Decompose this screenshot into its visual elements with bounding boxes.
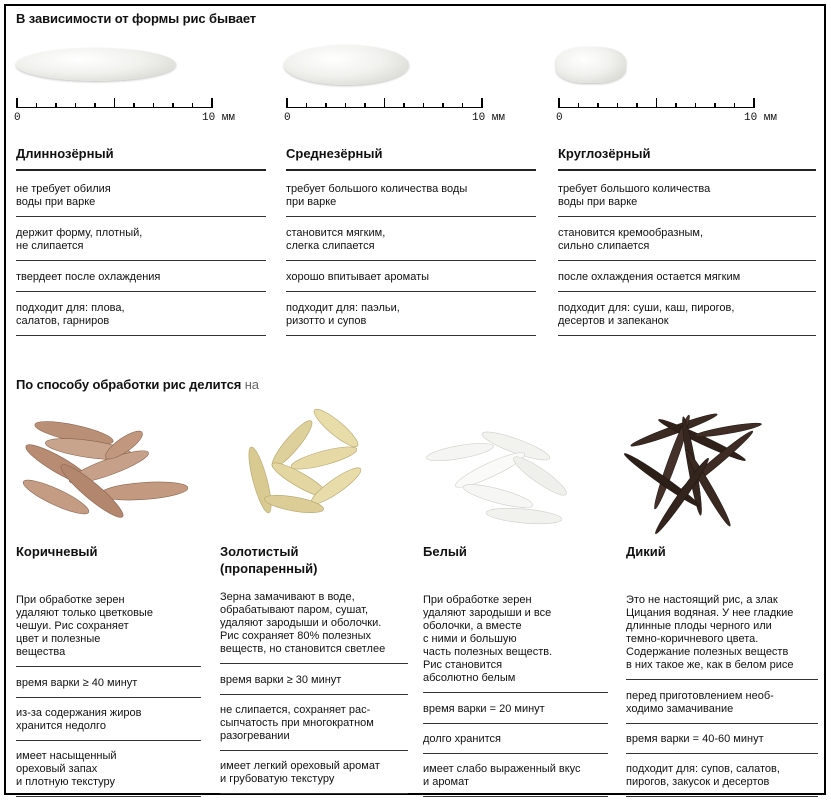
white-rice-prop: имеет слабо выраженный вкус и аромат (423, 760, 608, 797)
column-wild-rice (626, 543, 818, 803)
brown-rice-image (14, 405, 199, 530)
medium-grain-title: Среднезёрный (286, 146, 536, 171)
white-rice-description: При обработке зерен удаляют зародыши и все оболочки, а вместе с ними и большую часть полезных веществ. Рис становится абсолютно белым (423, 594, 608, 693)
wild-rice-prop: подходит для: супов, салатов, пирогов, закусок и десертов (626, 760, 818, 797)
wild-rice-image (612, 400, 772, 535)
medium-grain-prop: хорошо впитывает ароматы (286, 267, 536, 292)
brown-rice-prop: имеет насыщенный ореховый запах и плотную текстуру (16, 747, 201, 797)
golden-rice-prop: не слипается, сохраняет рас- сыпчатость при многократном разогревании (220, 701, 408, 751)
long-grain-title: Длиннозёрный (16, 146, 266, 171)
processing-section-heading (16, 377, 259, 392)
white-rice-prop: долго хранится (423, 730, 608, 754)
golden-rice-prop: время варки ≥ 30 минут (220, 671, 408, 695)
white-rice-title: Белый (423, 544, 467, 559)
wild-rice-title: Дикий (626, 544, 666, 559)
column-golden-rice (220, 543, 408, 800)
column-medium-grain (286, 146, 536, 342)
long-grain-prop: не требует обилия воды при варке (16, 179, 266, 217)
processing-heading-main: По способу обработки рис делится (16, 377, 242, 392)
processing-heading-tail: на (241, 377, 259, 392)
ruler-long (16, 94, 213, 108)
white-rice-image (420, 420, 585, 535)
ruler-medium (286, 94, 483, 108)
ruler-round-start: 0 (556, 112, 563, 124)
long-grain-shape (16, 48, 176, 81)
ruler-medium-end: 10 мм (472, 112, 506, 124)
white-rice-prop: время варки = 20 минут (423, 700, 608, 724)
medium-grain-shape (284, 45, 409, 85)
wild-rice-prop: время варки = 40-60 минут (626, 730, 818, 754)
column-brown-rice (16, 543, 201, 803)
medium-grain-prop: требует большого количества воды при варке (286, 179, 536, 217)
ruler-medium-start: 0 (284, 112, 291, 124)
golden-rice-grains (244, 405, 364, 516)
column-white-rice (423, 543, 608, 803)
shape-section-heading: В зависимости от формы рис бывает (16, 11, 257, 26)
wild-rice-prop: перед приготовлением необ- ходимо замачивание (626, 687, 818, 724)
brown-rice-description: При обработке зерен удаляют только цветковые чешуи. Рис сохраняет цвет и полезные вещества (16, 594, 201, 667)
long-grain-prop: держит форму, плотный, не слипается (16, 223, 266, 261)
medium-grain-prop: подходит для: паэльи, ризотто и супов (286, 298, 536, 336)
medium-grain-prop: становится мягким, слегка слипается (286, 223, 536, 261)
column-long-grain (16, 146, 266, 342)
round-grain-prop: подходит для: суши, каш, пирогов, десертов и запеканок (558, 298, 816, 336)
ruler-long-end: 10 мм (202, 112, 236, 124)
brown-rice-title: Коричневый (16, 544, 98, 559)
round-grain-prop: требует большого количества воды при варке (558, 179, 816, 217)
brown-rice-grains (20, 417, 188, 523)
round-grain-shape (556, 47, 626, 83)
golden-rice-title: Золотистый (пропаренный) (220, 544, 318, 576)
round-grain-prop: после охлаждения остается мягким (558, 267, 816, 292)
round-grain-title: Круглозёрный (558, 146, 816, 171)
brown-rice-prop: из-за содержания жиров хранится недолго (16, 704, 201, 741)
long-grain-prop: подходит для: плова, салатов, гарниров (16, 298, 266, 336)
ruler-long-start: 0 (14, 112, 21, 124)
golden-rice-image (232, 400, 382, 530)
ruler-round-end: 10 мм (744, 112, 778, 124)
ruler-round (558, 94, 755, 108)
wild-rice-description: Это не настоящий рис, а злак Цицания водяная. У нее гладкие длинные плоды черного или темно-коричневого цвета. Содержание полезных веществ в них такое же, как в белом рисе (626, 594, 818, 680)
long-grain-prop: твердеет после охлаждения (16, 267, 266, 292)
wild-rice-grains (622, 411, 762, 535)
column-round-grain (558, 146, 816, 342)
golden-rice-description: Зерна замачивают в воде, обрабатывают паром, сушат, удаляют зародыши и оболочки. Рис сохраняет 80% полезных веществ, но становится светлее (220, 591, 408, 664)
golden-rice-prop: имеет легкий ореховый аромат и грубоватую текстуру (220, 757, 408, 794)
white-rice-grains (425, 427, 570, 526)
brown-rice-prop: время варки ≥ 40 минут (16, 674, 201, 698)
round-grain-prop: становится кремообразным, сильно слипается (558, 223, 816, 261)
